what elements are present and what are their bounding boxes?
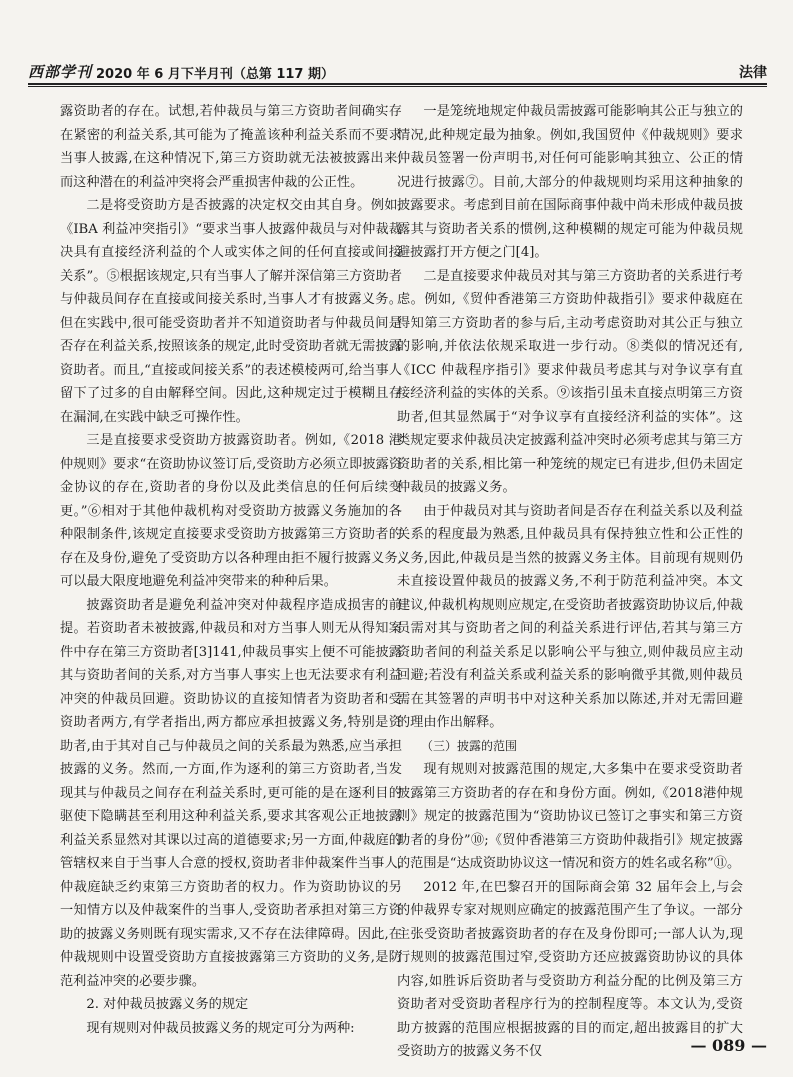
section-label: 法律 bbox=[739, 65, 767, 81]
header-rule bbox=[28, 83, 767, 85]
paragraph: 二是将受资助方是否披露的决定权交由其自身。例如,《IBA 利益冲突指引》“要求当事人披露仲裁员与对仲裁裁决具有直接经济利益的个人或实体之间的任何直接或间接关系”。⑤根据该规定,只有当事人了解并深信第三方资助者与仲裁员间存在直接或间接关系时,当事人才有披露义务。但在实践中,很可能受资助者并不知道资助者与仲裁员间是否存在利益关系,按照该条的规定,此时受资助者就无需披露资助者。而且,“直接或间接关系”的表述模棱两可,给当事人留下了过多的自由解释空间。因此,这种规定过于模糊且存在漏洞,在实践中缺乏可操作性。 bbox=[60, 198, 402, 425]
paragraph: 现有规则对披露范围的规定,大多集中在要求受资助者披露第三方资助者的存在和身份方面。例如,《2018港仲规则》规定的披露范围为“资助协议已签订之事实和第三方资助者的身份”⑩;《贸仲香港第三方资助仲裁指引》规定披露的范围是“达成资助协议这一情况和资方的姓名或名称”⑪。 bbox=[397, 762, 743, 871]
paragraph: 露资助者的存在。试想,若仲裁员与第三方资助者间确实存在紧密的利益关系,其可能为了掩盖该种利益关系而不要求当事人披露,在这种情况下,第三方资助就无法被披露出来,而这种潜在的利益冲突将会严重损害仲裁的公正性。 bbox=[60, 104, 402, 190]
paragraph: 三是直接要求受资助方披露资助者。例如,《2018 港仲规则》要求“在资助协议签订后,受资助方必须立即披露资金协议的存在,资助者的身份以及此类信息的任何后续变更。”⑥相对于其他仲裁机构对受资助方披露义务施加的各种限制条件,该规定直接要求受资助方披露第三方资助者的存在及身份,避免了受资助方以各种理由拒不履行披露义务,可以最大限度地避免利益冲突带来的种种后果。 bbox=[60, 433, 402, 589]
running-header bbox=[28, 58, 767, 82]
paragraph: 由于仲裁员对其与资助者间是否存在利益关系以及利益关系的程度最为熟悉,且仲裁员具有保持独立性和公正性的义务,因此,仲裁员是当然的披露义务主体。目前现有规则仍未直接设置仲裁员的披露义务,不利于防范利益冲突。本文建议,仲裁机构规则应规定,在受资助者披露资助协议后,仲裁员需对其与资助者之间的利益关系进行评估,若其与第三方资助者间的利益关系足以影响公平与独立,则仲裁员应主动回避;若没有利益关系或利益关系的影响微乎其微,则仲裁员需在其签署的声明书中对这种关系加以陈述,并对无需回避的理由作出解释。 bbox=[397, 503, 743, 730]
paragraph: 披露资助者是避免利益冲突对仲裁程序造成损害的前提。若资助者未被披露,仲裁员和对方当事人则无从得知案件中存在第三方资助者[3]141,仲裁员事实上便不可能披露其与资助者间的关系,对方当事人事实上也无法要求有利益冲突的仲裁员回避。资助协议的直接知情者为资助者和受资助者两方,有学者指出,两方都应承担披露义务,特别是资助者,由于其对自己与仲裁员之间的关系最为熟悉,应当承担披露的义务。然而,一方面,作为逐利的第三方资助者,当发现其与仲裁员之间存在利益关系时,更可能的是在逐利目的驱使下隐瞒甚至利用这种利益关系,要求其客观公正地披露利益关系显然对其课以过高的道德要求;另一方面,仲裁庭的管辖权来自于当事人合意的授权,资助者非仲裁案件当事人,仲裁庭缺乏约束第三方资助者的权力。作为资助协议的另一知情方以及仲裁案件的当事人,受资助者承担对第三方资助的披露义务则既有现实需求,又不存在法律障碍。因此,在仲裁规则中设置受资助方直接披露第三方资助的义务,是防范利益冲突的必要步骤。 bbox=[60, 597, 402, 989]
paragraph: 一是笼统地规定仲裁员需披露可能影响其公正与独立的情况,此种规定最为抽象。例如,我国贸仲《仲裁规则》要求仲裁员签署一份声明书,对任何可能影响其独立、公正的情况进行披露⑦。目前,大部分的仲裁规则均采用这种抽象的披露要求。考虑到目前在国际商事仲裁中尚未形成仲裁员披露其与资助者关系的惯例,这种模糊的规定可能为仲裁员规避披露打开方便之门[4]。 bbox=[397, 104, 743, 260]
journal-logo: 西部学刊 bbox=[28, 63, 93, 81]
paragraph: 现有规则对仲裁员披露义务的规定可分为两种: bbox=[86, 1020, 355, 1036]
paragraph: 2. 对仲裁员披露义务的规定 bbox=[86, 997, 249, 1012]
journal-info bbox=[28, 61, 334, 82]
right-column bbox=[397, 100, 743, 1064]
paragraph: 2012 年,在巴黎召开的国际商会第 32 届年会上,与会的仲裁界专家对规则应确定的披露范围产生了争议。一部分主张受资助者披露资助者的存在及身份即可;一部人认为,现行规则的披露范围过窄,受资助方还应披露资助协议的具体内容,如胜诉后资助者与受资助方利益分配的比例及第三方资助者对受资助者程序行为的控制程度等。本文认为,受资助方披露的范围应根据披露的目的而定,超出披露目的扩大受资助方的披露义务不仅 bbox=[397, 879, 743, 1059]
paragraph: 二是直接要求仲裁员对其与第三方资助者的关系进行考虑。例如,《贸仲香港第三方资助仲裁指引》要求仲裁庭在得知第三方资助者的参与后,主动考虑资助对其公正与独立的影响,并依法依规采取进一步行动。⑧类似的情况还有,《ICC 仲裁程序指引》要求仲裁员考虑其与对争议享有直接经济利益的实体的关系。⑨该指引虽未直接点明第三方资助者,但其显然属于“对争议享有直接经济利益的实体”。这类规定要求仲裁员决定披露利益冲突时必须考虑其与第三方资助者的关系,相比第一种笼统的规定已有进步,但仍未固定仲裁员的披露义务。 bbox=[397, 268, 743, 495]
issue-label: 2020 年 6 月下半月刊（总第 117 期） bbox=[96, 67, 335, 82]
header-rule-thin bbox=[28, 86, 767, 87]
page-number: — 089 — bbox=[690, 1036, 767, 1055]
section-heading: （三）披露的范围 bbox=[421, 738, 518, 753]
left-column bbox=[60, 100, 402, 1040]
